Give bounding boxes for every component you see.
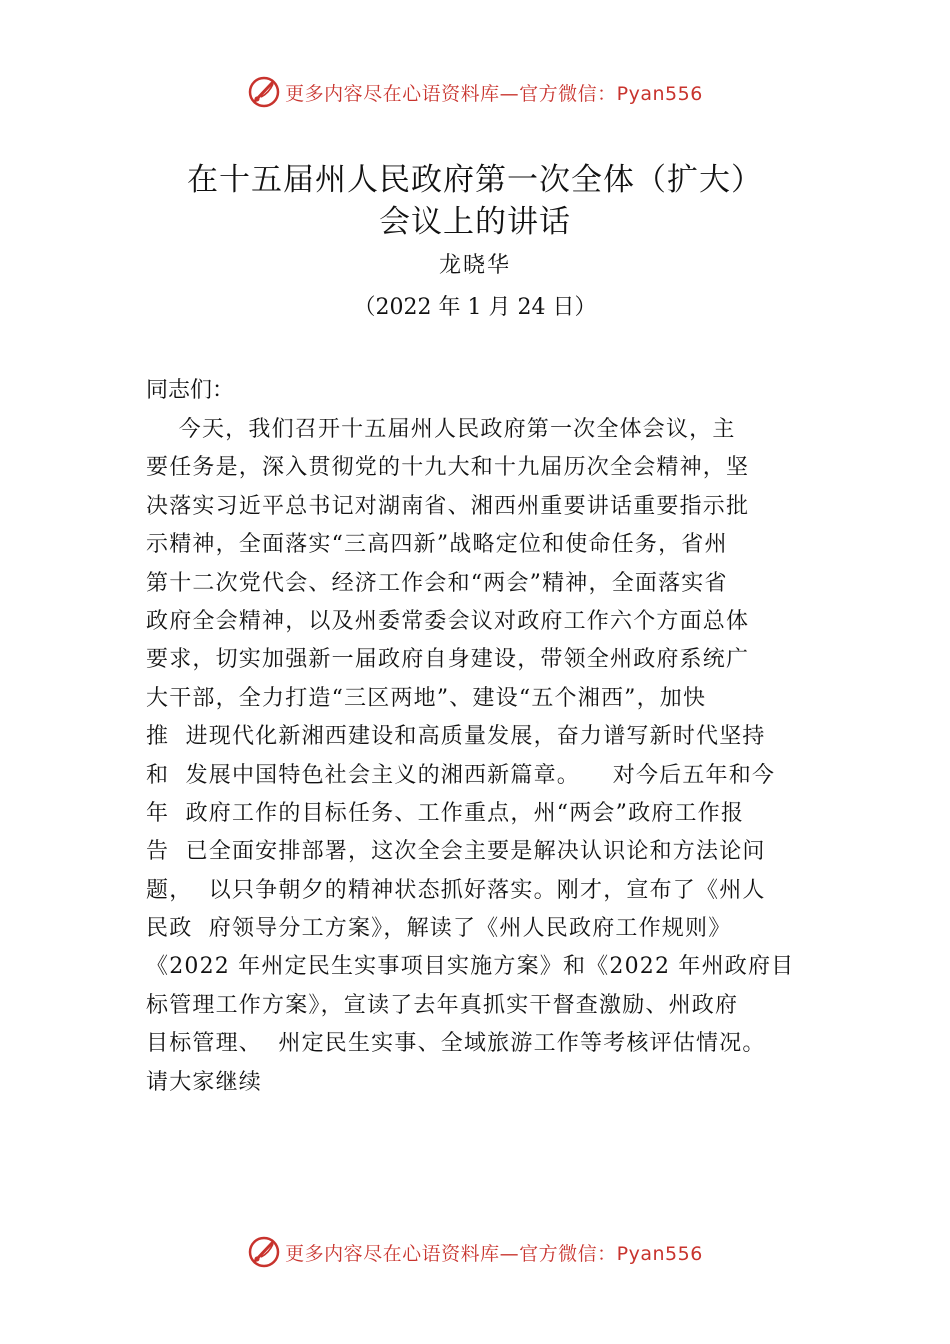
paragraph-line: 决落实习近平总书记对湖南省、湘西州重要讲话重要指示批: [146, 493, 750, 519]
speech-title-line-2: 会议上的讲话: [379, 204, 571, 240]
greeting: 同志们：: [146, 378, 235, 403]
quill-seal-icon: [247, 75, 281, 109]
paragraph-line: 题， 以只争朝夕的精神状态抓好落实。刚才，宣布了《州人: [146, 877, 766, 903]
paragraph-line: 要求，切实加强新一届政府自身建设，带领全州政府系统广: [146, 647, 750, 673]
paragraph-line: 示精神，全面落实“三高四新”战略定位和使命任务，省州: [146, 532, 728, 558]
paragraph-line: 和 发展中国特色社会主义的湘西新篇章。 对今后五年和今: [146, 762, 776, 788]
footer-watermark-banner: [0, 1232, 950, 1272]
paragraph-line: 要任务是，深入贯彻党的十九大和十九届历次全会精神，坚: [146, 455, 750, 481]
paragraph-line: 年 政府工作的目标任务、工作重点，州“两会”政府工作报: [146, 800, 745, 826]
watermark-text: 更多内容尽在心语资料库—官方微信：Pyan556: [285, 1242, 703, 1265]
quill-seal-icon: [247, 1235, 281, 1269]
speech-title-line-1: 在十五届州人民政府第一次全体（扩大）: [187, 162, 763, 198]
paragraph-line: 《2022 年州定民生实事项目实施方案》和《2022 年州政府目: [146, 954, 795, 980]
paragraph-line: 目标管理、 州定民生实事、全域旅游工作等考核评估情况。: [146, 1031, 766, 1057]
speech-date: （2022 年 1 月 24 日）: [353, 295, 597, 320]
paragraph-line: 标管理工作方案》，宣读了去年真抓实干督查激励、州政府: [146, 992, 739, 1018]
speech-paragraph: [146, 411, 836, 1102]
paragraph-line: 大干部，全力打造“三区两地”、建设“五个湘西”，加快: [146, 685, 707, 711]
paragraph-line: 请大家继续: [146, 1069, 263, 1095]
speaker-name: 龙晓华: [438, 253, 511, 278]
header-watermark-banner: [0, 72, 950, 112]
paragraph-line: 今天，我们召开十五届州人民政府第一次全体会议，主: [146, 417, 736, 442]
paragraph-line: 告 已全面安排部署，这次全会主要是解决认识论和方法论问: [146, 839, 766, 865]
watermark-text: 更多内容尽在心语资料库—官方微信：Pyan556: [285, 82, 703, 105]
paragraph-line: 第十二次党代会、经济工作会和“两会”精神，全面落实省: [146, 570, 728, 596]
paragraph-line: 推 进现代化新湘西建设和高质量发展，奋力谱写新时代坚持: [146, 724, 766, 750]
paragraph-line: 政府全会精神，以及州委常委会议对政府工作六个方面总体: [146, 608, 750, 634]
paragraph-line: 民政 府领导分工方案》，解读了《州人民政府工作规则》: [146, 916, 732, 942]
